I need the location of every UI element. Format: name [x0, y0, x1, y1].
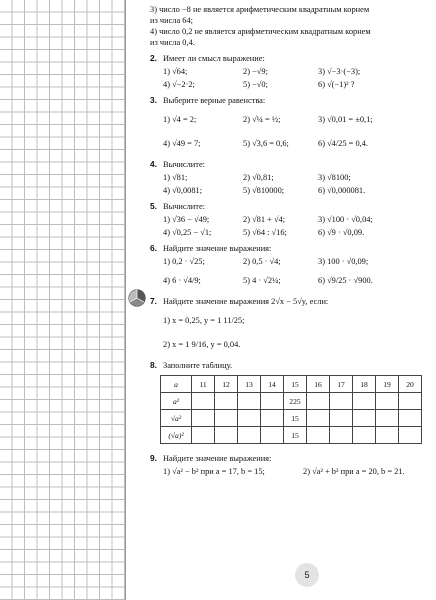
task-item: 3) √8100;: [318, 173, 351, 182]
task-item: 1) √4 = 2;: [163, 114, 197, 124]
task-6: [150, 243, 430, 291]
table-cell: [192, 427, 215, 444]
task-4: [150, 159, 430, 196]
table-row-label: (√a)²: [161, 427, 192, 444]
table-cell: [399, 410, 422, 427]
task-item: 5) √64 : √16;: [243, 228, 287, 237]
task-number: 8.: [150, 360, 157, 370]
table-cell: [399, 393, 422, 410]
table-cell: [261, 393, 284, 410]
fill-in-table: [160, 375, 422, 444]
table-cell: [353, 393, 376, 410]
task-stem: Имеет ли смысл выражение:: [163, 54, 265, 63]
task-item: 6) √(−1)² ?: [318, 80, 355, 89]
task-stem: Найдите значение выражения:: [163, 454, 272, 463]
table-row-label: √a²: [161, 410, 192, 427]
task-item: 6) √0,000081.: [318, 186, 366, 195]
table-cell: [307, 427, 330, 444]
table-cell: 225: [284, 393, 307, 410]
task-item: 5) −√0;: [243, 80, 268, 89]
task-item: 4) √0,0081;: [163, 186, 203, 195]
task-number: 2.: [150, 53, 157, 63]
task-stem: Найдите значение выражения 2√x − 5√y, если:: [163, 297, 329, 306]
task-item: 4) √−2·2;: [163, 80, 195, 89]
intro-line-4: 4) число 0,2 не является арифметическим квадратным корнем: [150, 27, 371, 36]
task-item: 2) √81 + √4;: [243, 215, 286, 224]
difficulty-badge-icon: [128, 289, 146, 307]
task-item: 3) √0,01 = ±0,1;: [318, 114, 373, 124]
margin-divider: [125, 0, 126, 600]
exercise-content: [150, 4, 430, 477]
table-cell: [215, 410, 238, 427]
table-row: [161, 427, 422, 444]
task-item: 2) √a² + b² при a = 20, b = 21.: [303, 467, 405, 476]
table-header-cell: a: [161, 376, 192, 393]
task-number: 4.: [150, 159, 157, 169]
task-item: 1) x = 0,25, y = 1 11/25;: [163, 315, 245, 325]
task-number: 9.: [150, 453, 157, 463]
table-cell: 15: [284, 410, 307, 427]
task-item: 1) √64;: [163, 67, 188, 76]
task-item: 4) √0,25 − √1;: [163, 228, 212, 237]
table-cell: [307, 393, 330, 410]
task-item: 2) 0,5 · √4;: [243, 257, 281, 266]
table-header-cell: 13: [238, 376, 261, 393]
task-item: 3) 100 · √0,09;: [318, 257, 369, 266]
table-row: [161, 410, 422, 427]
table-header-cell: 14: [261, 376, 284, 393]
task-item: 6) √9/25 · √900.: [318, 275, 373, 285]
page-number: 5: [295, 563, 319, 587]
task-item: 5) √3,6 = 0,6;: [243, 138, 289, 148]
table-header-cell: 16: [307, 376, 330, 393]
table-row-label: a²: [161, 393, 192, 410]
task-item: 4) √49 = 7;: [163, 138, 201, 148]
task-7: [150, 296, 430, 355]
table-cell: [307, 410, 330, 427]
table-cell: [330, 410, 353, 427]
table-cell: [192, 393, 215, 410]
task-stem: Заполните таблицу.: [163, 361, 233, 370]
task-item: 2) x = 1 9/16, y = 0,04.: [163, 339, 241, 349]
table-header-cell: 15: [284, 376, 307, 393]
table-cell: [376, 427, 399, 444]
table-cell: [376, 393, 399, 410]
task-item: 2) −√9;: [243, 67, 268, 76]
task-item: 6) √4/25 = 0,4.: [318, 138, 369, 148]
table-header-cell: 20: [399, 376, 422, 393]
task-5: [150, 201, 430, 238]
table-cell: [215, 427, 238, 444]
task-number: 6.: [150, 243, 157, 253]
table-header-cell: 12: [215, 376, 238, 393]
task-item: 3) √100 · √0,04;: [318, 215, 373, 224]
table-row: [161, 393, 422, 410]
task-item: 2) √0,81;: [243, 173, 274, 182]
task-number: 7.: [150, 296, 157, 306]
table-cell: [330, 393, 353, 410]
intro-line-3b: из числа 64;: [150, 16, 193, 25]
task-item: 3) √−3·(−3);: [318, 67, 361, 76]
table-header-cell: 18: [353, 376, 376, 393]
task-item: 6) √9 · √0,09.: [318, 228, 365, 237]
table-header-cell: 19: [376, 376, 399, 393]
task-stem: Вычислите:: [163, 160, 205, 169]
task-item: 1) √36 − √49;: [163, 215, 210, 224]
task-stem: Выберите верные равенства:: [163, 96, 266, 105]
task-stem: Вычислите:: [163, 202, 205, 211]
table-cell: [261, 410, 284, 427]
task-item: 1) 0,2 · √25;: [163, 257, 205, 266]
table-cell: [215, 393, 238, 410]
table-header-cell: 17: [330, 376, 353, 393]
task-number: 3.: [150, 95, 157, 105]
table-cell: [261, 427, 284, 444]
task-item: 2) √¼ = ½;: [243, 114, 281, 124]
task-item: 1) √a² − b² при a = 17, b = 15;: [163, 467, 265, 476]
table-cell: [399, 427, 422, 444]
table-cell: 15: [284, 427, 307, 444]
table-cell: [238, 410, 261, 427]
table-cell: [376, 410, 399, 427]
task-stem: Найдите значение выражения:: [163, 244, 272, 253]
table-cell: [330, 427, 353, 444]
task-8: [150, 360, 430, 371]
task-item: 5) √810000;: [243, 186, 285, 195]
table-cell: [238, 393, 261, 410]
task-9: [150, 453, 430, 477]
table-header-row: [161, 376, 422, 393]
table-cell: [192, 410, 215, 427]
intro-line-3: 3) число −8 не является арифметическим квадратным корнем: [150, 5, 370, 14]
task-2: [150, 53, 430, 90]
table-header-cell: 11: [192, 376, 215, 393]
task-item: 1) √81;: [163, 173, 188, 182]
task-item: 4) 6 · √4/9;: [163, 275, 201, 285]
table-cell: [353, 410, 376, 427]
task-number: 5.: [150, 201, 157, 211]
graph-paper-margin: [0, 0, 125, 600]
intro-line-4b: из числа 0,4.: [150, 38, 195, 47]
task-item: 5) 4 · √2¼;: [243, 275, 281, 285]
table-cell: [238, 427, 261, 444]
task-3: [150, 95, 430, 154]
table-cell: [353, 427, 376, 444]
